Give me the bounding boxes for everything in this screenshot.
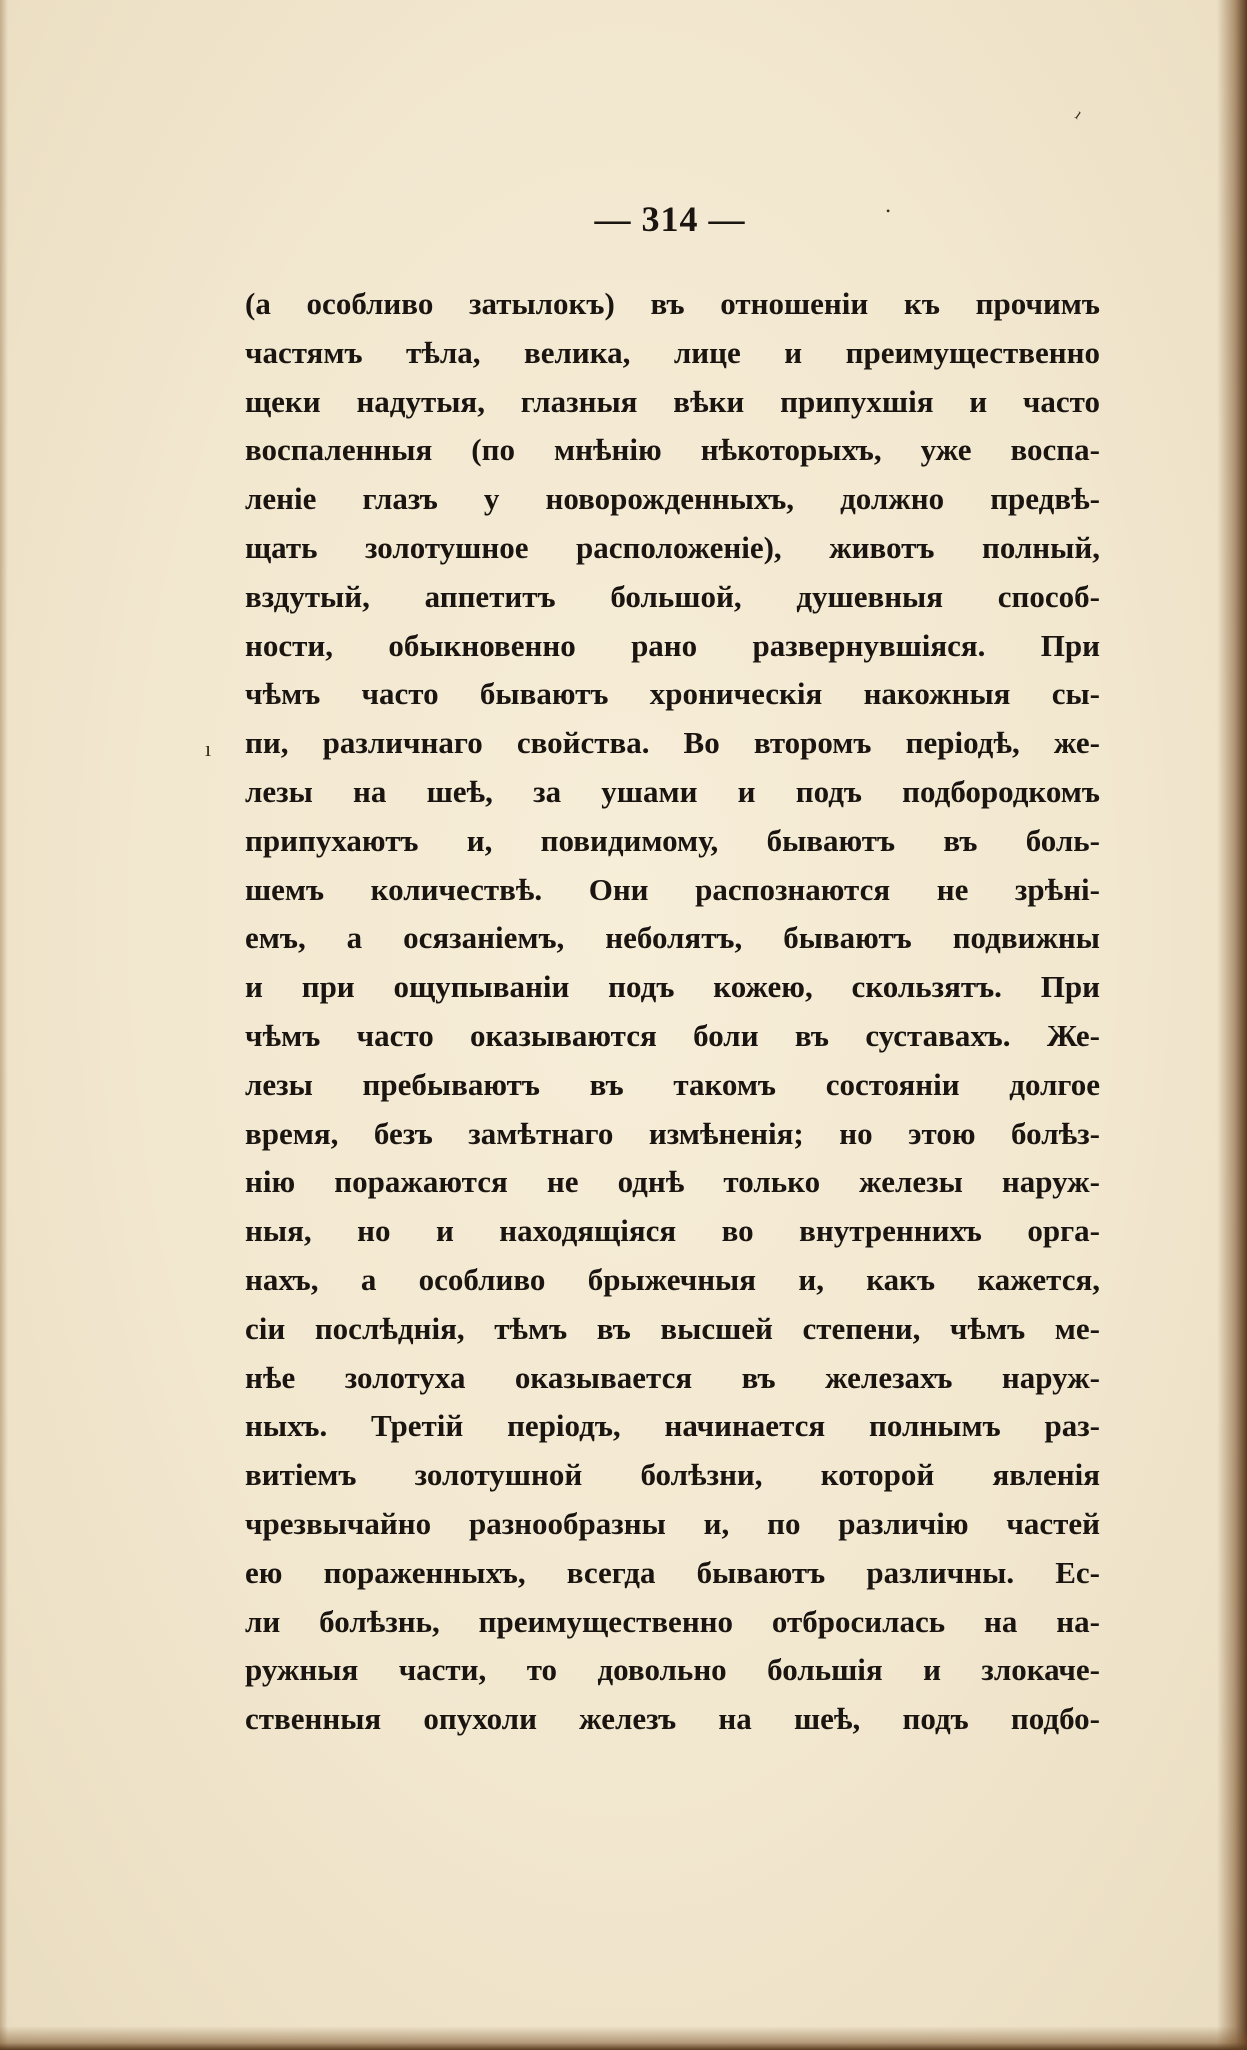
ink-speck: • <box>886 204 891 218</box>
text-line: нѣе золотуха оказывается въ железахъ наруж- <box>245 1359 1100 1395</box>
text-line: чѣмъ часто бываютъ хроническiя накожныя сы- <box>245 676 1100 712</box>
ink-speck: ı <box>1071 106 1086 123</box>
margin-mark: ı <box>205 736 212 761</box>
text-line: ныхъ. Третiй перiодъ, начинается полнымъ раз- <box>245 1408 1100 1444</box>
text-line: пи, различнаго свойства. Во второмъ перiодѣ, же- <box>245 725 1100 761</box>
text-line: чрезвычайно разнообразны и, по различiю частей <box>245 1505 1100 1541</box>
text-line: ственныя опухоли железъ на шеѣ, подъ подбо- <box>245 1701 1100 1737</box>
text-line: ныя, но и находящiяся во внутреннихъ орга- <box>245 1213 1100 1249</box>
text-line: и при ощупыванiи подъ кожею, скользятъ. При <box>245 969 1100 1005</box>
page-edge-right <box>1217 0 1247 2050</box>
text-line: емъ, а осязанiемъ, неболятъ, бываютъ подвижны <box>245 920 1100 956</box>
text-line: щать золотушное расположенiе), животъ полный, <box>245 529 1100 565</box>
text-line: ли болѣзнь, преимущественно отбросилась на на- <box>245 1603 1100 1639</box>
body-text <box>245 280 1100 1744</box>
text-line: нiю поражаются не однѣ только железы наруж- <box>245 1164 1100 1200</box>
text-line: щеки надутыя, глазныя вѣки припухшiя и часто <box>245 383 1100 419</box>
text-line: ности, обыкновенно рано развернувшiяся. При <box>245 627 1100 663</box>
text-line: (а особливо затылокъ) въ отношенiи къ прочимъ <box>245 286 1100 321</box>
text-line: частямъ тѣла, велика, лице и преимущественно <box>245 334 1100 370</box>
text-line: ею пораженныхъ, всегда бываютъ различны. Ес- <box>245 1554 1100 1590</box>
text-line: ленiе глазъ у новорожденныхъ, должно предвѣ- <box>245 481 1100 517</box>
text-line: припухаютъ и, повидимому, бываютъ въ боль- <box>245 822 1100 858</box>
text-line: лезы пребываютъ въ такомъ состоянiи долгое <box>245 1066 1100 1102</box>
page-edge-left <box>0 0 8 2050</box>
text-line: ружныя части, то довольно большiя и злокаче- <box>245 1652 1100 1688</box>
text-line: чѣмъ часто оказываются боли въ суставахъ. Же- <box>245 1017 1100 1053</box>
text-line: нахъ, а особливо брыжечныя и, какъ кажется, <box>245 1261 1100 1297</box>
text-line: вздутый, аппетитъ большой, душевныя способ- <box>245 578 1100 614</box>
text-line: воспаленныя (по мнѣнiю нѣкоторыхъ, уже воспа- <box>245 432 1100 468</box>
text-line: витiемъ золотушной болѣзни, которой явленiя <box>245 1457 1100 1493</box>
page-edge-bottom <box>0 2026 1247 2050</box>
text-line: время, безъ замѣтнаго измѣненiя; но этою болѣз- <box>245 1115 1100 1151</box>
page-number: — 314 — <box>594 199 746 239</box>
text-line: шемъ количествѣ. Они распознаются не зрѣнi- <box>245 871 1100 907</box>
text-line: сiи послѣднiя, тѣмъ въ высшей степени, чѣмъ ме- <box>245 1310 1100 1346</box>
text-line: лезы на шеѣ, за ушами и подъ подбородкомъ <box>245 773 1100 809</box>
